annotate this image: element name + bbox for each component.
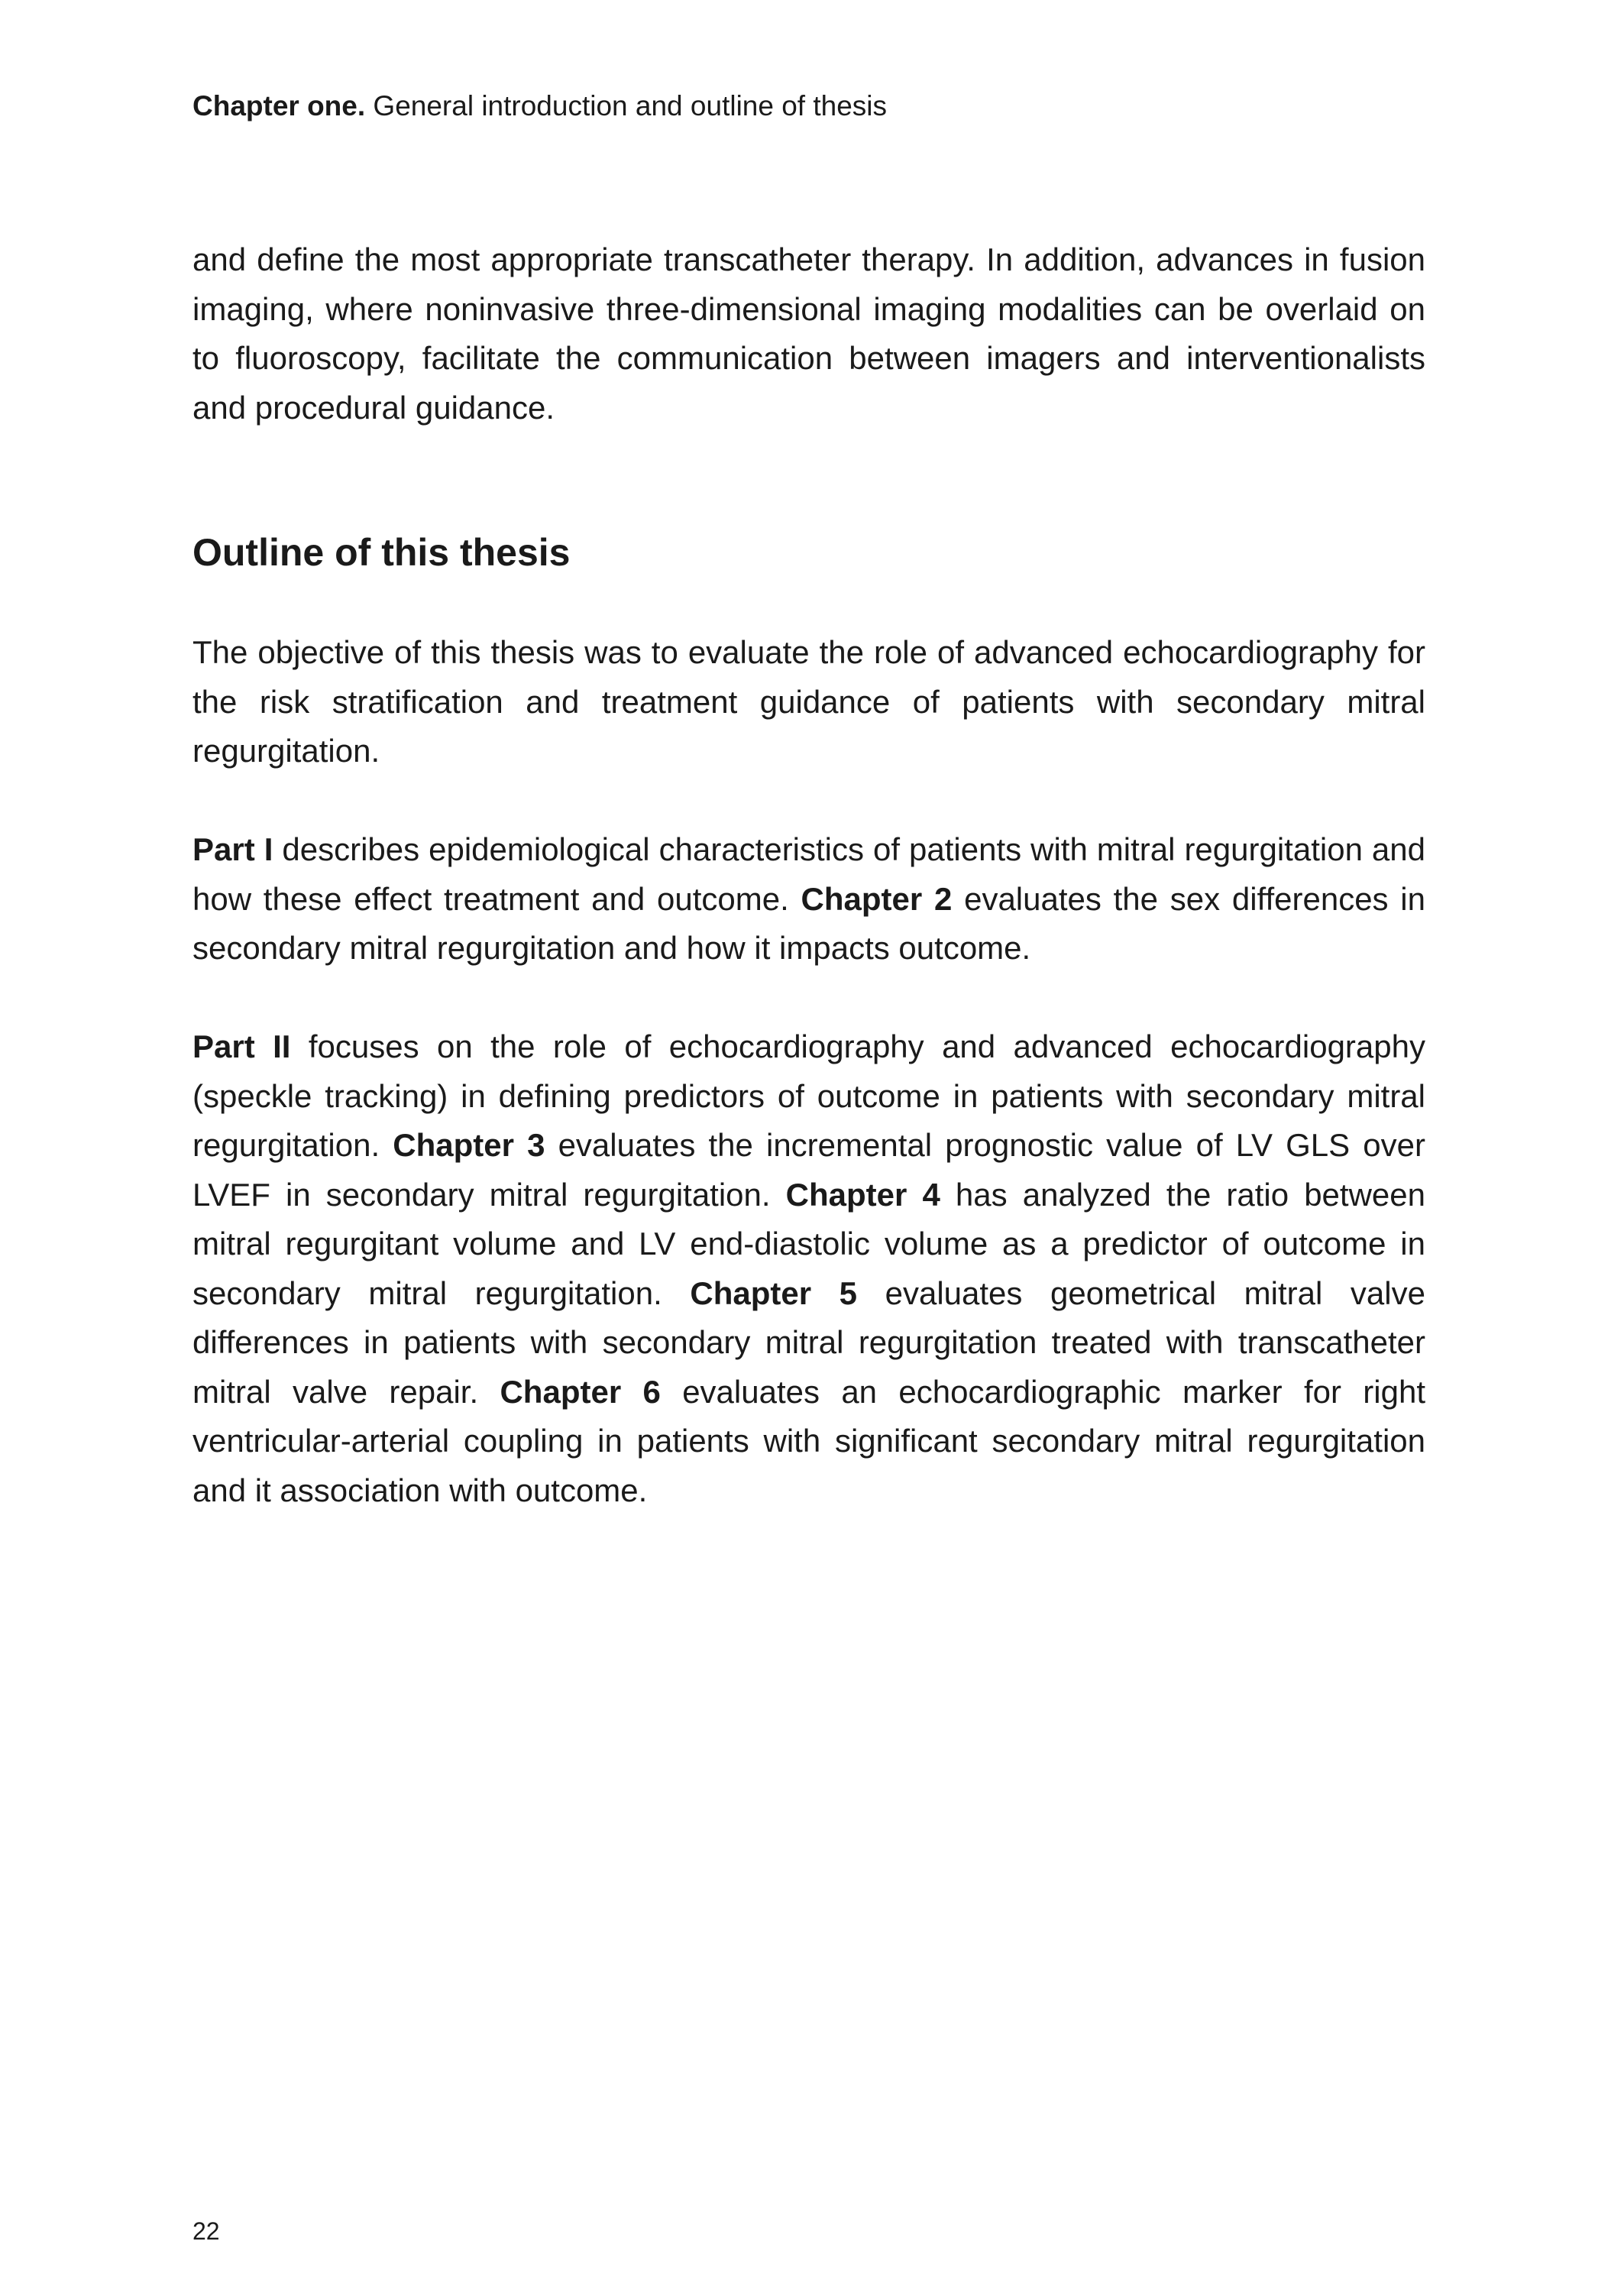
page-number: 22 <box>192 2217 220 2245</box>
part-two-text-b: evaluates the incremental prognostic value of LV GLS over LVEF in secondary mitral regurgitation. <box>192 1127 1425 1213</box>
chapter-6-label: Chapter 6 <box>500 1373 661 1410</box>
part-one-paragraph <box>192 825 1425 973</box>
intro-paragraph-continuation: and define the most appropriate transcatheter therapy. In addition, advances in fusion imaging, where noninvasive three-dimensional imaging modalities can be overlaid on to fluoroscopy, facilitate the communication between imagers and interventionalists and procedural guidance. <box>192 241 1425 426</box>
part-two-text-d: evaluates geometrical mitral valve differences in patients with secondary mitral regurgitation treated with transcatheter mitral valve repair. <box>192 1274 1425 1410</box>
part-two-text-e: evaluates an echocardiographic marker for right ventricular-arterial coupling in patients with significant secondary mitral regurgitation and it association with outcome. <box>192 1373 1426 1508</box>
chapter-title: General introduction and outline of thesis <box>373 90 888 121</box>
chapter-2-label: Chapter 2 <box>801 880 953 917</box>
part-one-text-b: evaluates the sex differences in secondary mitral regurgitation and how it impacts outcome. <box>192 880 1425 966</box>
part-two-text-a: focuses on the role of echocardiography and advanced echocardiography (speckle tracking) in defining predictors of outcome in patients with secondary mitral regurgitation. <box>192 1028 1425 1163</box>
chapter-3-label: Chapter 3 <box>393 1127 545 1163</box>
part-two-text-c: has analyzed the ratio between mitral regurgitant volume and LV end-diastolic volume as a predictor of outcome in secondary mitral regurgitation. <box>192 1176 1425 1311</box>
chapter-5-label: Chapter 5 <box>690 1274 858 1311</box>
part-two-label: Part II <box>192 1028 291 1064</box>
section-heading-outline: Outline of this thesis <box>192 531 571 574</box>
part-one-label: Part I <box>192 831 273 867</box>
chapter-label: Chapter one. <box>192 90 366 121</box>
objective-paragraph: The objective of this thesis was to evaluate the role of advanced echocardiography for the risk stratification and treatment guidance of patients with secondary mitral regurgitation. <box>192 634 1425 769</box>
part-two-paragraph <box>192 1022 1425 1515</box>
chapter-4-label: Chapter 4 <box>785 1176 940 1213</box>
part-one-text-a: describes epidemiological characteristics of patients with mitral regurgitation and how these effect treatment and outcome. <box>192 831 1425 917</box>
running-header <box>192 86 887 127</box>
